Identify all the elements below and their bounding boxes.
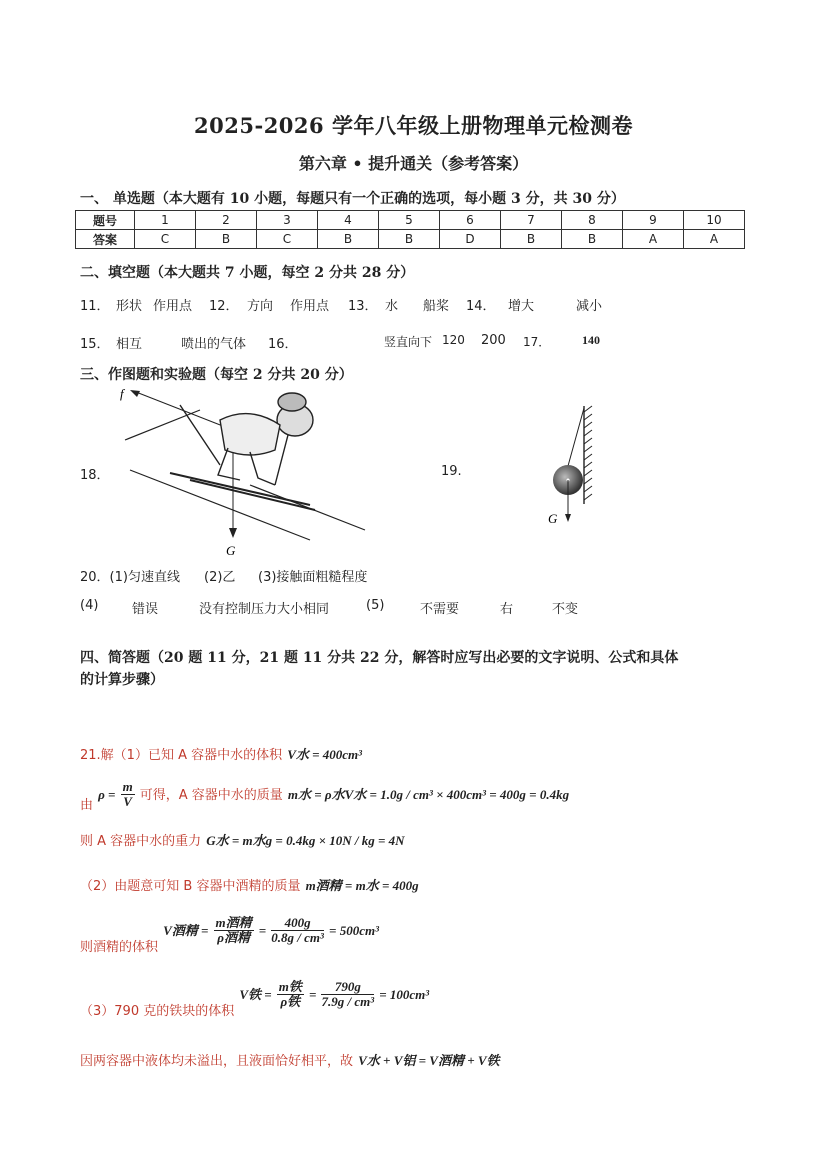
table-header-cell: 题号 <box>76 211 135 230</box>
fill-answer: 120 <box>442 333 465 347</box>
fill-answer: 12． <box>209 299 239 314</box>
q20-answer: 不需要 <box>420 602 460 617</box>
table-cell: B <box>562 230 623 249</box>
hanging-ball-diagram <box>540 404 610 529</box>
table-cell: B <box>379 230 440 249</box>
table-cell: 8 <box>562 211 623 230</box>
q20-answer: (3)接触面粗糙程度 <box>258 570 368 585</box>
q20-answer: (2)乙 <box>204 570 236 585</box>
table-cell: 10 <box>684 211 745 230</box>
q20-answer: 没有控制压力大小相同 <box>199 602 330 617</box>
table-cell: 3 <box>257 211 318 230</box>
arrowhead <box>565 514 571 522</box>
skier-figure <box>170 393 315 510</box>
table-cell: B <box>196 230 257 249</box>
solution-step-7: 因两容器中液体均未溢出，且液面恰好相平，故 V水 + V铝 = V酒精 + V铁 <box>80 1053 500 1069</box>
arrowhead <box>130 390 140 397</box>
table-cell: 4 <box>318 211 379 230</box>
table-row <box>76 211 745 230</box>
fill-answer: 竖直向下 <box>384 335 433 349</box>
wall-hatching <box>584 406 592 500</box>
answer-table <box>75 210 745 249</box>
label-g: G <box>226 543 236 558</box>
fill-answer: 减小 <box>576 299 603 314</box>
string <box>568 408 584 466</box>
q20-answer: (4) <box>80 598 99 613</box>
table-cell: 7 <box>501 211 562 230</box>
fill-answer: 相互 <box>116 337 143 352</box>
q20-answer: 错误 <box>132 602 159 617</box>
q20-answer: 右 <box>500 602 514 617</box>
slope-line <box>125 410 200 440</box>
table-cell: 2 <box>196 211 257 230</box>
question-19-number: 19. <box>441 464 462 479</box>
fill-answer: 形状 <box>116 299 143 314</box>
solution-step-1: 21.解（1）已知 A 容器中水的体积 V水 = 400cm³ <box>80 747 363 763</box>
label-f: f <box>120 386 124 401</box>
fill-answer: 15． <box>80 337 110 352</box>
skier-force-diagram <box>100 380 380 560</box>
table-cell: D <box>440 230 501 249</box>
table-cell: A <box>684 230 745 249</box>
fill-answer-density: 140 <box>582 333 600 347</box>
section4-heading-cont: 的计算步骤） <box>80 672 164 688</box>
fill-answer: 16． <box>268 337 298 352</box>
table-cell: 6 <box>440 211 501 230</box>
question-18-number: 18． <box>80 468 110 483</box>
section2-heading: 二、填空题（本大题共 7 小题，每空 2 分共 28 分） <box>80 265 415 281</box>
fill-answer: 作用点 <box>153 299 193 314</box>
table-row <box>76 230 745 249</box>
section1-heading: 一、 单选题（本大题有 10 小题，每题只有一个正确的选项，每小题 3 分，共 30 分） <box>80 191 625 207</box>
table-cell: B <box>318 230 379 249</box>
fill-answer: 增大 <box>508 299 535 314</box>
solution-step-4: （2）由题意可知 B 容器中酒精的质量 m酒精 = m水 = 400g <box>80 878 419 894</box>
fill-answer: 水 <box>385 299 399 314</box>
arrowhead <box>229 528 237 538</box>
table-cell: A <box>623 230 684 249</box>
table-cell: 9 <box>623 211 684 230</box>
page-title: 2025-2026 学年八年级上册物理单元检测卷 <box>194 113 633 138</box>
solution-step-5: $_{则酒精的体积}$ V酒精 = $\frac{\text{m酒精}}{\text{ρ酒精}}$ = $\frac{400g}{\text{0.8g / cm³}}$ = 500cm³ <box>80 915 379 955</box>
fill-answer: 17． <box>523 335 551 349</box>
fill-answer: 11． <box>80 299 110 314</box>
table-cell: C <box>257 230 318 249</box>
q20-answer: 20．(1)匀速直线 <box>80 570 180 585</box>
fill-answer: 200 <box>481 333 506 348</box>
solution-step-2: $_由$ ρ = $\frac{m}{V}$ 可得，A 容器中水的质量 m水 = ρ水V水 = 1.0g / cm³ × 400cm³ = 400g = 0.4kg <box>80 779 570 813</box>
fill-answer: 14． <box>466 299 496 314</box>
fill-answer: 作用点 <box>290 299 330 314</box>
section3-heading: 三、作图题和实验题（每空 2 分共 20 分） <box>80 367 353 383</box>
fill-answer: 方向 <box>247 299 274 314</box>
q20-answer: (5) <box>366 598 385 613</box>
label-g: G <box>548 511 558 526</box>
page-subtitle: 第六章 • 提升通关（参考答案） <box>298 154 529 173</box>
section4-heading: 四、简答题（20 题 11 分，21 题 11 分共 22 分，解答时应写出必要的文字说明、公式和具体 <box>80 650 679 666</box>
q20-answer: 不变 <box>552 602 579 617</box>
fill-answer: 13． <box>348 299 378 314</box>
table-header-cell: 答案 <box>76 230 135 249</box>
table-cell: C <box>135 230 196 249</box>
table-cell: 1 <box>135 211 196 230</box>
solution-step-3: 则 A 容器中水的重力 G水 = m水g = 0.4kg × 10N / kg = 4N <box>80 833 405 849</box>
table-cell: 5 <box>379 211 440 230</box>
solution-step-6: $_{(3)790 克的铁块的体积}$ V铁 = $\frac{\text{m铁}}{\text{ρ铁}}$ = $\frac{790g}{\text{7.9g / cm³}}$ = 100cm³ <box>80 979 430 1019</box>
slope-line <box>130 470 310 540</box>
fill-answer: 喷出的气体 <box>181 337 247 352</box>
fill-answer: 船桨 <box>423 299 450 314</box>
table-cell: B <box>501 230 562 249</box>
